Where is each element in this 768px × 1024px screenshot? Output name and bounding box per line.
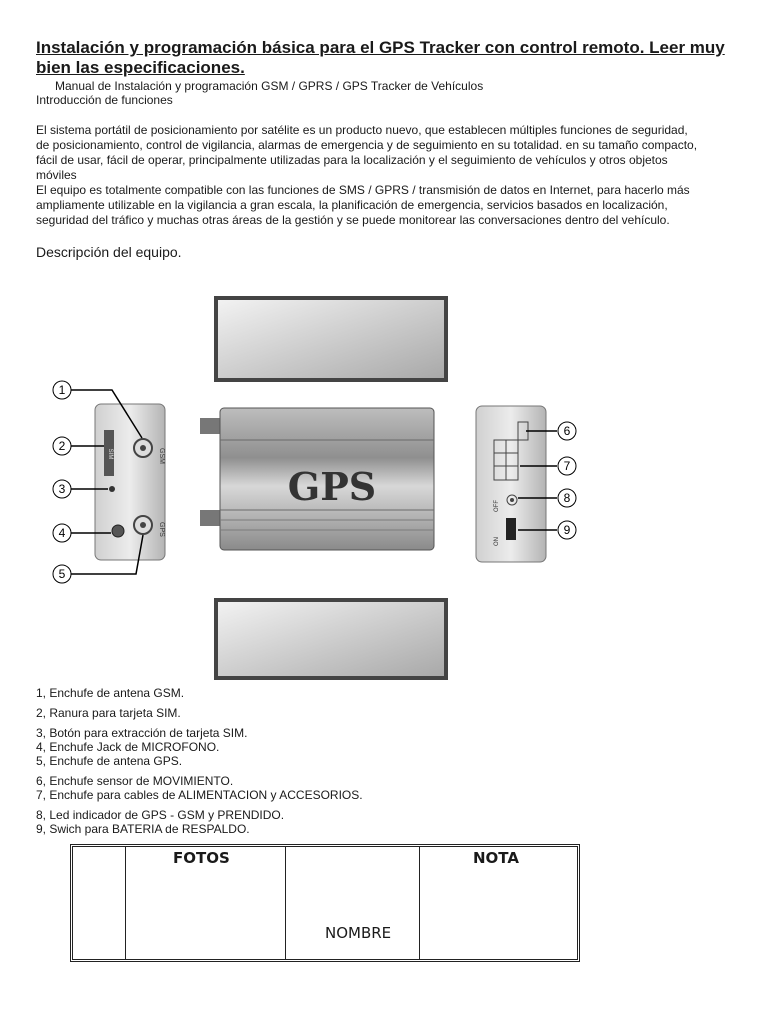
svg-text:8: 8 <box>563 491 571 505</box>
svg-text:4: 4 <box>58 526 66 540</box>
legend-item: 5, Enchufe de antena GPS. <box>36 754 183 768</box>
legend-item: 6, Enchufe sensor de MOVIMIENTO. <box>36 774 234 788</box>
backup-battery-switch <box>506 518 516 540</box>
table-header-fotos: FOTOS <box>173 849 230 867</box>
intro-heading: Introducción de funciones <box>36 93 173 107</box>
device-diagram <box>40 290 600 690</box>
svg-text:GPS: GPS <box>158 522 165 537</box>
table-label-nombre: NOMBRE <box>325 924 392 942</box>
microphone-jack <box>112 525 124 537</box>
legend-item: 4, Enchufe Jack de MICROFONO. <box>36 740 220 754</box>
svg-text:2: 2 <box>58 439 66 453</box>
svg-text:1: 1 <box>58 383 66 397</box>
photo-table <box>70 844 580 962</box>
svg-text:6: 6 <box>563 424 571 438</box>
svg-text:5: 5 <box>58 567 66 581</box>
device-body <box>200 408 434 550</box>
description-heading: Descripción del equipo. <box>36 244 182 260</box>
svg-text:OFF: OFF <box>494 500 500 512</box>
legend-item: 1, Enchufe de antena GSM. <box>36 686 185 700</box>
svg-text:GSM: GSM <box>158 448 165 464</box>
legend-item: 3, Botón para extracción de tarjeta SIM. <box>36 726 248 740</box>
body-line: móviles <box>36 168 77 182</box>
body-line: El sistema portátil de posicionamiento por satélite es un producto nuevo, que establecen múltiples funciones de seguridad, <box>36 123 688 137</box>
body-line: de posicionamiento, control de vigilancia, alarmas de emergencia y de seguimiento en su totalidad. en su tamaño compacto, <box>36 138 698 152</box>
legend-list <box>36 686 363 836</box>
sim-eject-button <box>109 486 115 492</box>
table-header-nota: NOTA <box>473 849 519 867</box>
svg-text:3: 3 <box>58 482 66 496</box>
bottom-panel <box>214 598 448 680</box>
legend-item: 9, Swich para BATERIA de RESPALDO. <box>36 822 250 836</box>
device-gps-label: GPS <box>287 464 377 509</box>
document-subtitle: Manual de Instalación y programación GSM / GPRS / GPS Tracker de Vehículos <box>55 79 484 93</box>
top-panel <box>214 296 448 382</box>
legend-item: 7, Enchufe para cables de ALIMENTACION y ACCESORIOS. <box>36 788 363 802</box>
legend-item: 2, Ranura para tarjeta SIM. <box>36 706 181 720</box>
body-line: El equipo es totalmente compatible con las funciones de SMS / GPRS / transmisión de datos en Internet, para hacerlo más <box>36 183 690 197</box>
body-line: fácil de usar, fácil de operar, principalmente utilizadas para la localización y el seguimiento de vehículos y otros objetos <box>36 153 668 167</box>
svg-text:ON: ON <box>494 537 500 546</box>
left-side-panel <box>95 404 165 560</box>
legend-item: 8, Led indicador de GPS - GSM y PRENDIDO. <box>36 808 285 822</box>
svg-text:9: 9 <box>563 523 571 537</box>
svg-text:SIM: SIM <box>107 448 113 460</box>
svg-text:7: 7 <box>563 459 571 473</box>
body-line: ampliamente utilizable en la vigilancia a gran escala, la planificación de emergencia, servicios basados en localización, <box>36 198 668 212</box>
body-paragraph <box>36 123 756 228</box>
body-line: seguridad del tráfico y muchas otras áreas de la gestión y se puede monitorear las conversaciones dentro del vehículo. <box>36 213 670 227</box>
right-side-panel <box>476 406 546 562</box>
document-title: Instalación y programación básica para el GPS Tracker con control remoto. Leer muy bien las especificaciones. <box>36 38 725 77</box>
